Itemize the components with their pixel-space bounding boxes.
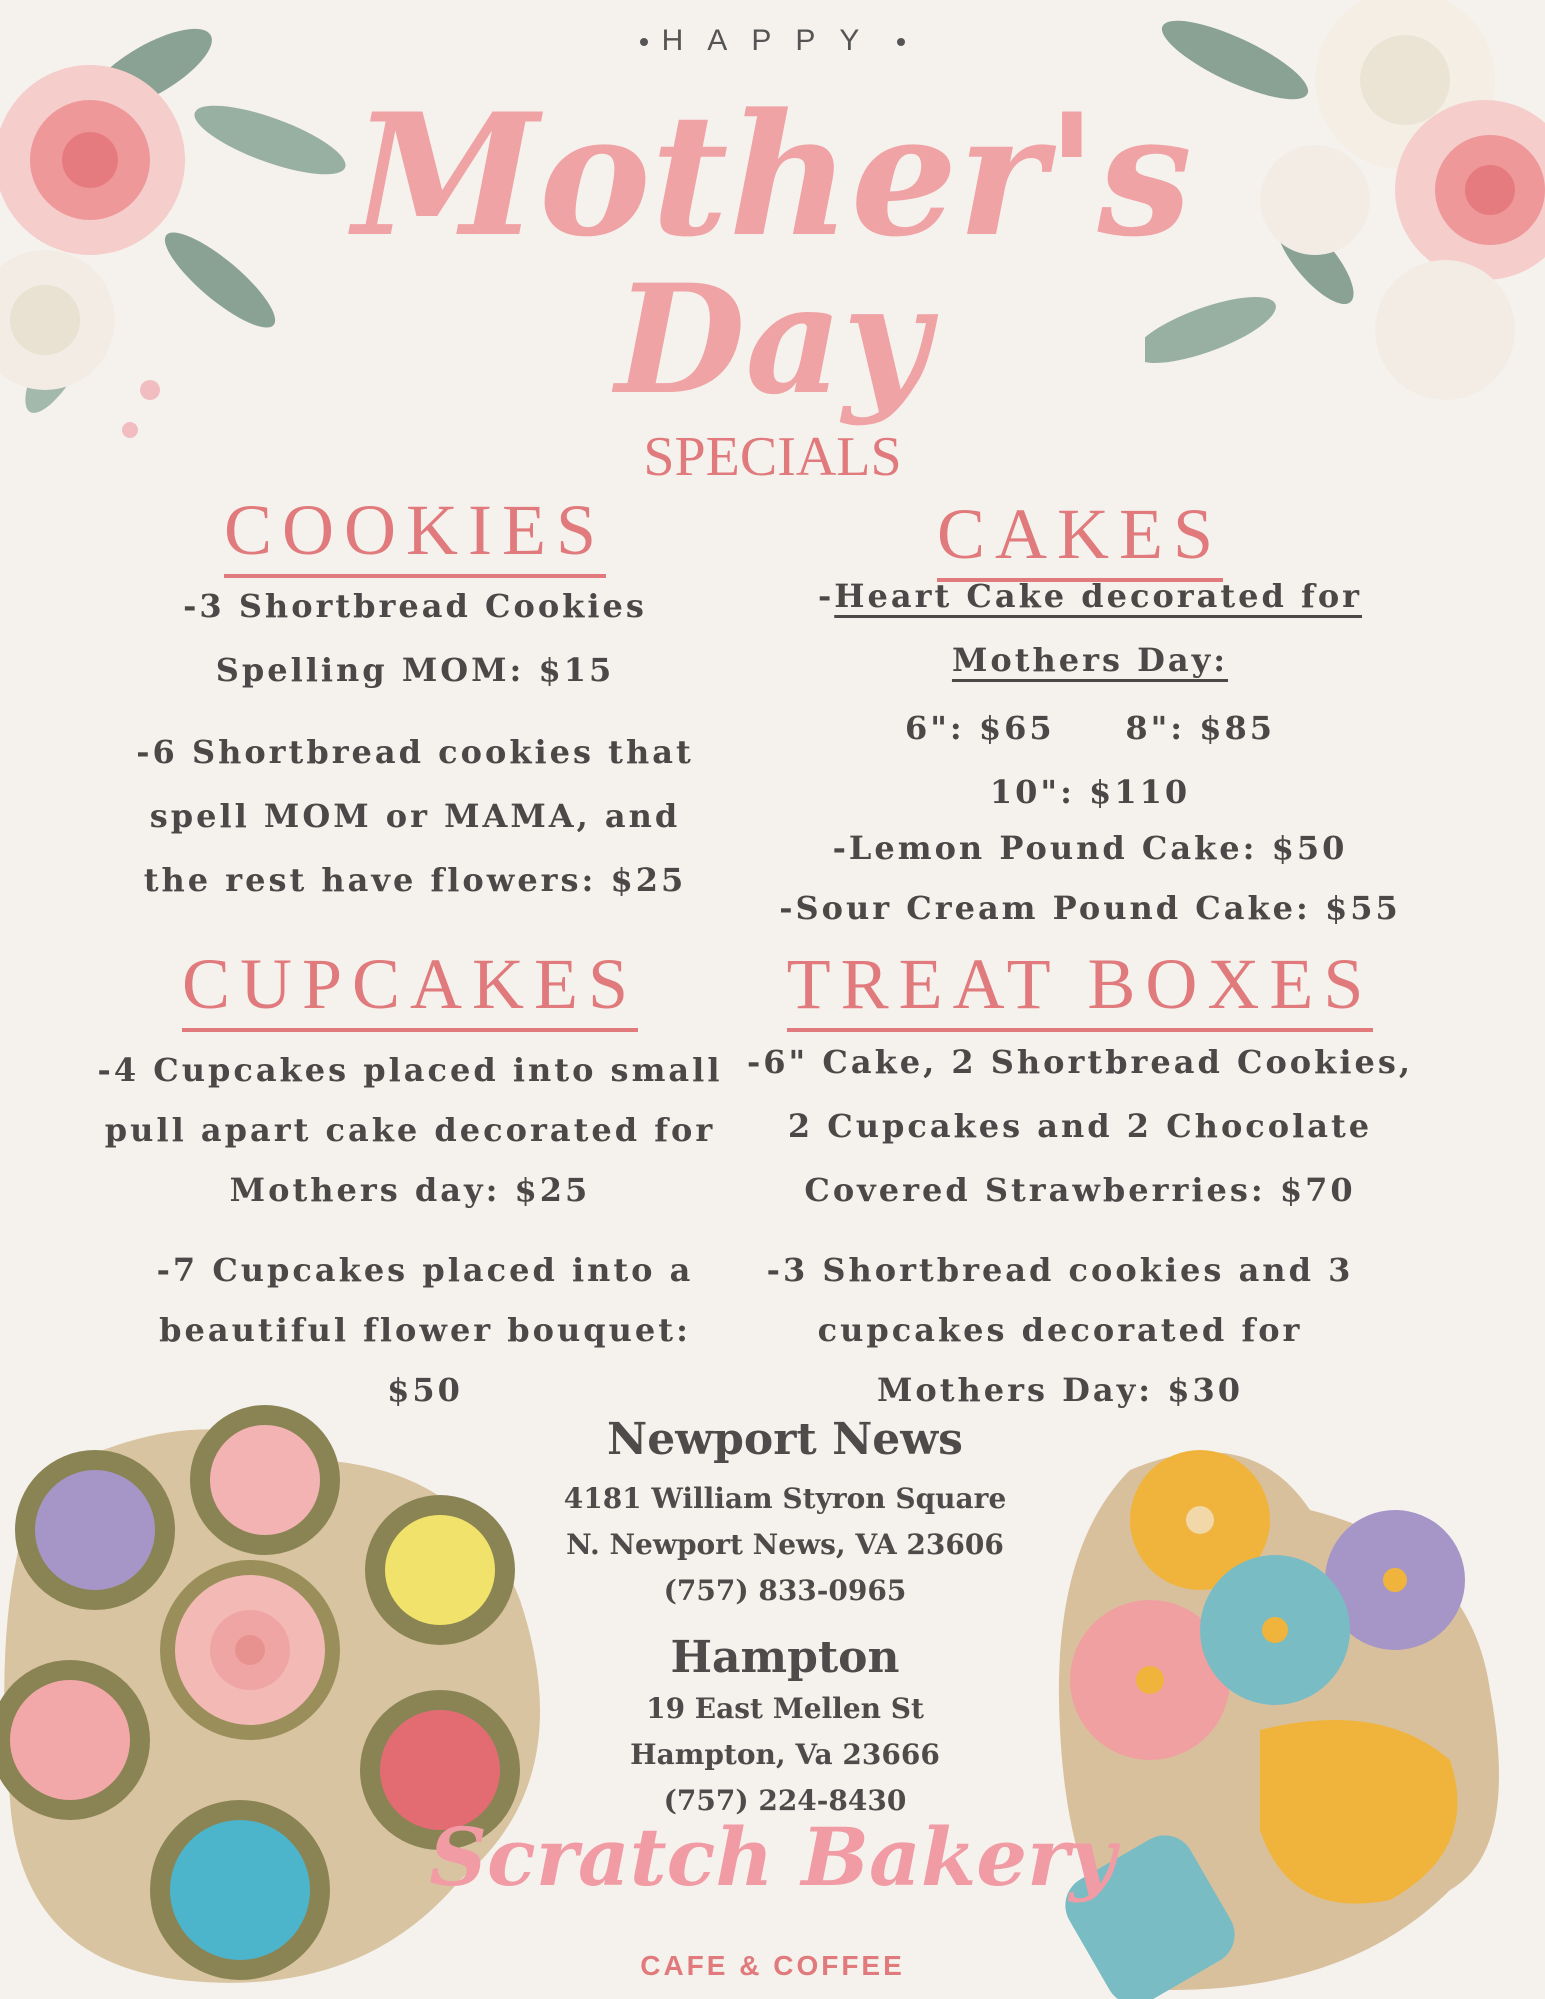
specials-subtitle: SPECIALS xyxy=(643,426,902,488)
cupcakes-item-2: -7 Cupcakes placed into a beautiful flower bouquet: $50 xyxy=(156,1251,694,1409)
location-newport-news-details: 4181 William Styron Square N. Newport News, VA 23606 (757) 833-0965 xyxy=(563,1482,1007,1607)
bakery-logo-subtitle: CAFE & COFFEE xyxy=(640,1950,905,1981)
location-hampton-details: 19 East Mellen St Hampton, Va 23666 (757) 224-8430 xyxy=(630,1692,940,1817)
happy-label: HAPPY xyxy=(0,24,1545,58)
cookies-item-2: -6 Shortbread cookies that spell MOM or MAMA, and the rest have flowers: $25 xyxy=(136,733,694,899)
title-day: Day xyxy=(615,252,930,428)
cupcakes-heading: CUPCAKES xyxy=(90,944,730,1024)
cakes-heading: CAKES xyxy=(760,494,1400,574)
treat-boxes-item-1: -6" Cake, 2 Shortbread Cookies, 2 Cupcakes and 2 Chocolate Covered Strawberries: $70 xyxy=(747,1043,1413,1209)
cupcakes-item-1: -4 Cupcakes placed into small pull apart cake decorated for Mothers day: $25 xyxy=(97,1051,723,1209)
cakes-item-lemon: -Lemon Pound Cake: $50 xyxy=(832,829,1348,867)
bakery-logo-script: Scratch Bakery xyxy=(429,1810,1116,1904)
location-hampton-name: Hampton xyxy=(670,1632,900,1683)
treat-boxes-item-2: -3 Shortbread cookies and 3 cupcakes decorated for Mothers Day: $30 xyxy=(766,1251,1354,1409)
location-newport-news-name: Newport News xyxy=(607,1414,963,1465)
cakes-item-sour-cream: -Sour Cream Pound Cake: $55 xyxy=(779,889,1401,927)
cookies-item-1: -3 Shortbread Cookies Spelling MOM: $15 xyxy=(183,587,647,689)
cookies-heading: COOKIES xyxy=(100,490,730,570)
treat-boxes-heading: TREAT BOXES xyxy=(740,944,1420,1024)
flower-cookie-image xyxy=(1050,1430,1545,1999)
title-mothers: Mother's xyxy=(352,76,1193,274)
cakes-item-heart: -Heart Cake decorated for Mothers Day: xyxy=(817,577,1363,679)
cakes-sizes: 6": $65 8": $85 10": $110 xyxy=(904,709,1276,811)
